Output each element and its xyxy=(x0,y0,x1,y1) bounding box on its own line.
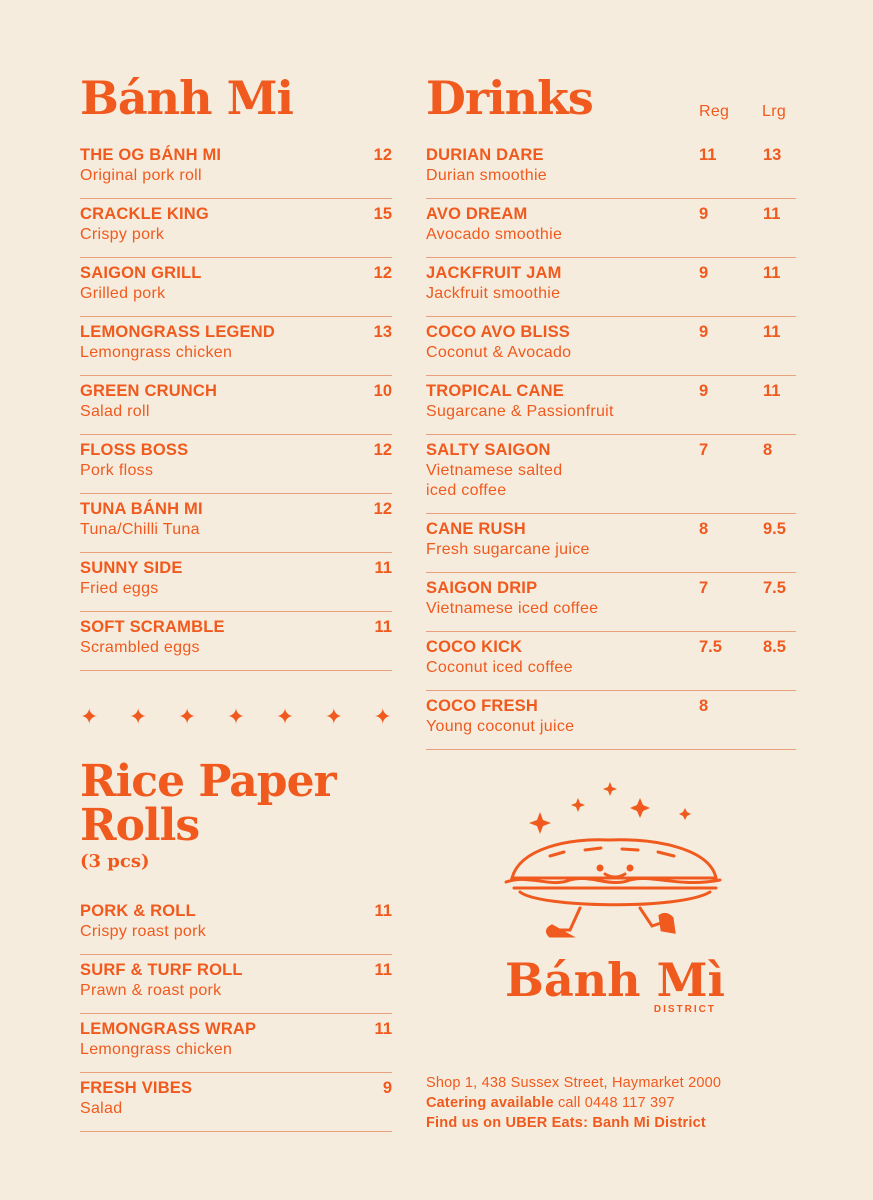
menu-item-name: COCO AVO BLISS xyxy=(426,323,570,341)
menu-item-price: 12 xyxy=(373,264,392,282)
menu-item xyxy=(80,317,392,376)
menu-item xyxy=(80,955,392,1014)
menu-item-description: Fried eggs xyxy=(80,580,159,597)
size-label-large: Lrg xyxy=(762,103,787,120)
menu-item-price-large: 8.5 xyxy=(763,638,786,656)
menu-item-description: Sugarcane & Passionfruit xyxy=(426,403,614,420)
menu-item-description: Vietnamese iced coffee xyxy=(426,600,599,617)
menu-item-name: JACKFRUIT JAM xyxy=(426,264,562,282)
menu-item-description: Grilled pork xyxy=(80,285,166,302)
menu-item-price: 11 xyxy=(374,961,392,979)
menu-item-price: 11 xyxy=(374,559,392,577)
footer-catering xyxy=(426,1093,826,1113)
rice-paper-heading xyxy=(80,756,336,851)
menu-item-price-regular: 8 xyxy=(699,520,709,538)
star-icon: ✦ xyxy=(275,704,295,729)
footer-info xyxy=(426,1073,826,1133)
menu-item-price: 10 xyxy=(373,382,392,400)
menu-item-description: Fresh sugarcane juice xyxy=(426,541,590,558)
star-icon: ✦ xyxy=(226,704,246,729)
menu-item-name: SURF & TURF ROLL xyxy=(80,961,243,979)
menu-item-price-large: 11 xyxy=(763,205,781,223)
menu-item-name: CANE RUSH xyxy=(426,520,526,538)
menu-item xyxy=(80,376,392,435)
banh-mi-heading: Bánh Mi xyxy=(80,71,293,125)
menu-item xyxy=(426,435,796,514)
menu-item-price: 9 xyxy=(382,1079,392,1097)
menu-item-price: 11 xyxy=(374,618,392,636)
menu-item xyxy=(426,317,796,376)
menu-item-name: SAIGON DRIP xyxy=(426,579,538,597)
star-icon: ✦ xyxy=(128,704,148,729)
logo-tagline: DISTRICT xyxy=(653,1004,716,1015)
menu-item-price: 12 xyxy=(373,441,392,459)
menu-item-name: SOFT SCRAMBLE xyxy=(80,618,225,636)
menu-item-price: 11 xyxy=(374,1020,392,1038)
menu-item-price-large: 11 xyxy=(763,323,781,341)
rice-paper-subtitle: (3 pcs) xyxy=(80,851,150,872)
menu-item-description: Young coconut juice xyxy=(426,718,575,735)
menu-item-price-regular: 9 xyxy=(699,323,709,341)
footer-catering-phone: call 0448 117 397 xyxy=(553,1095,675,1111)
menu-item-name: SAIGON GRILL xyxy=(80,264,202,282)
menu-item-description: Coconut iced coffee xyxy=(426,659,573,676)
menu-item-name: AVO DREAM xyxy=(426,205,528,223)
star-divider xyxy=(80,702,392,732)
menu-item-name: LEMONGRASS WRAP xyxy=(80,1020,257,1038)
star-icon: ✦ xyxy=(177,704,197,729)
rice-paper-heading-line1: Rice Paper xyxy=(80,756,336,807)
menu-item-price: 11 xyxy=(374,902,392,920)
menu-item xyxy=(80,494,392,553)
menu-item xyxy=(426,632,796,691)
menu-item-price-large: 11 xyxy=(763,264,781,282)
menu-item xyxy=(80,140,392,199)
menu-item-description: Avocado smoothie xyxy=(426,226,563,243)
menu-item-name: COCO FRESH xyxy=(426,697,539,715)
menu-item-name: THE OG BÁNH MI xyxy=(80,146,222,164)
menu-item-name: FLOSS BOSS xyxy=(80,441,189,459)
rice-paper-list xyxy=(80,896,392,1132)
menu-item-description: Lemongrass chicken xyxy=(80,344,233,361)
menu-item-price: 13 xyxy=(373,323,392,341)
menu-item-name: CRACKLE KING xyxy=(80,205,209,223)
footer-uber-eats: Find us on UBER Eats: Banh Mi District xyxy=(426,1115,706,1131)
menu-item-description: Pork floss xyxy=(80,462,154,479)
menu-item-description: Original pork roll xyxy=(80,167,202,184)
menu-item-price-large: 9.5 xyxy=(763,520,786,538)
menu-item-description: Durian smoothie xyxy=(426,167,547,184)
menu-item xyxy=(80,612,392,671)
menu-item-price-regular: 7 xyxy=(699,579,709,597)
logo-wordmark: Bánh Mì xyxy=(505,953,725,1007)
menu-item-name: SALTY SAIGON xyxy=(426,441,551,459)
menu-item-description: Jackfruit smoothie xyxy=(426,285,561,302)
menu-item-price-regular: 9 xyxy=(699,382,709,400)
menu-item-name: FRESH VIBES xyxy=(80,1079,193,1097)
menu-item-price-large: 13 xyxy=(763,146,782,164)
menu-item-description: Coconut & Avocado xyxy=(426,344,572,361)
menu-item-price-regular: 9 xyxy=(699,205,709,223)
banh-mi-district-logo xyxy=(490,770,740,1020)
menu-item-description: Salad roll xyxy=(80,403,150,420)
drinks-heading: Drinks xyxy=(426,71,593,125)
menu-item xyxy=(426,691,796,750)
menu-item-description: Crispy roast pork xyxy=(80,923,207,940)
menu-item-description: Salad xyxy=(80,1100,123,1117)
menu-item-description: Scrambled eggs xyxy=(80,639,200,656)
footer-catering-label: Catering available xyxy=(426,1095,554,1111)
sandwich-icon xyxy=(506,840,720,936)
star-icon: ✦ xyxy=(373,704,392,729)
menu-item-description: Tuna/Chilli Tuna xyxy=(80,521,200,538)
star-icon: ✦ xyxy=(324,704,344,729)
menu-item-price-regular: 8 xyxy=(699,697,709,715)
menu-item-name: DURIAN DARE xyxy=(426,146,544,164)
menu-item xyxy=(80,896,392,955)
menu-item xyxy=(426,199,796,258)
menu-item-description: Vietnamese salted iced coffee xyxy=(426,462,563,499)
menu-item-price-regular: 7.5 xyxy=(699,638,722,656)
menu-item xyxy=(80,199,392,258)
menu-item xyxy=(80,435,392,494)
menu-item-price: 15 xyxy=(373,205,392,223)
menu-item-price-large: 7.5 xyxy=(763,579,786,597)
menu-item-description: Lemongrass chicken xyxy=(80,1041,233,1058)
star-icon: ✦ xyxy=(80,704,99,729)
sparkle-icons xyxy=(529,782,691,834)
menu-item-name: SUNNY SIDE xyxy=(80,559,183,577)
menu-item-price-large: 8 xyxy=(763,441,773,459)
menu-item-name: LEMONGRASS LEGEND xyxy=(80,323,275,341)
menu-item-name: PORK & ROLL xyxy=(80,902,196,920)
menu-item-description: Prawn & roast pork xyxy=(80,982,222,999)
menu-item-price-regular: 7 xyxy=(699,441,709,459)
menu-item-name: COCO KICK xyxy=(426,638,523,656)
menu-item-name: TUNA BÁNH MI xyxy=(80,500,203,518)
menu-item-price-regular: 11 xyxy=(699,146,717,164)
banh-mi-list xyxy=(80,140,392,671)
footer-address: Shop 1, 438 Sussex Street, Haymarket 2000 xyxy=(426,1075,722,1091)
menu-item xyxy=(426,573,796,632)
menu-item xyxy=(426,140,796,199)
menu-item-name: GREEN CRUNCH xyxy=(80,382,218,400)
menu-item-description: Crispy pork xyxy=(80,226,165,243)
drinks-list xyxy=(426,140,796,750)
menu-item xyxy=(80,553,392,612)
menu-item-price: 12 xyxy=(373,146,392,164)
menu-item-price-regular: 9 xyxy=(699,264,709,282)
menu-item xyxy=(426,376,796,435)
menu-item xyxy=(426,258,796,317)
rice-paper-heading-line2: Rolls xyxy=(80,800,200,851)
menu-item xyxy=(80,1073,392,1132)
size-label-regular: Reg xyxy=(699,103,730,120)
menu-item-name: TROPICAL CANE xyxy=(426,382,564,400)
menu-item-price-large: 11 xyxy=(763,382,781,400)
menu-item-price: 12 xyxy=(373,500,392,518)
menu-item xyxy=(80,1014,392,1073)
menu-item xyxy=(80,258,392,317)
menu-item xyxy=(426,514,796,573)
